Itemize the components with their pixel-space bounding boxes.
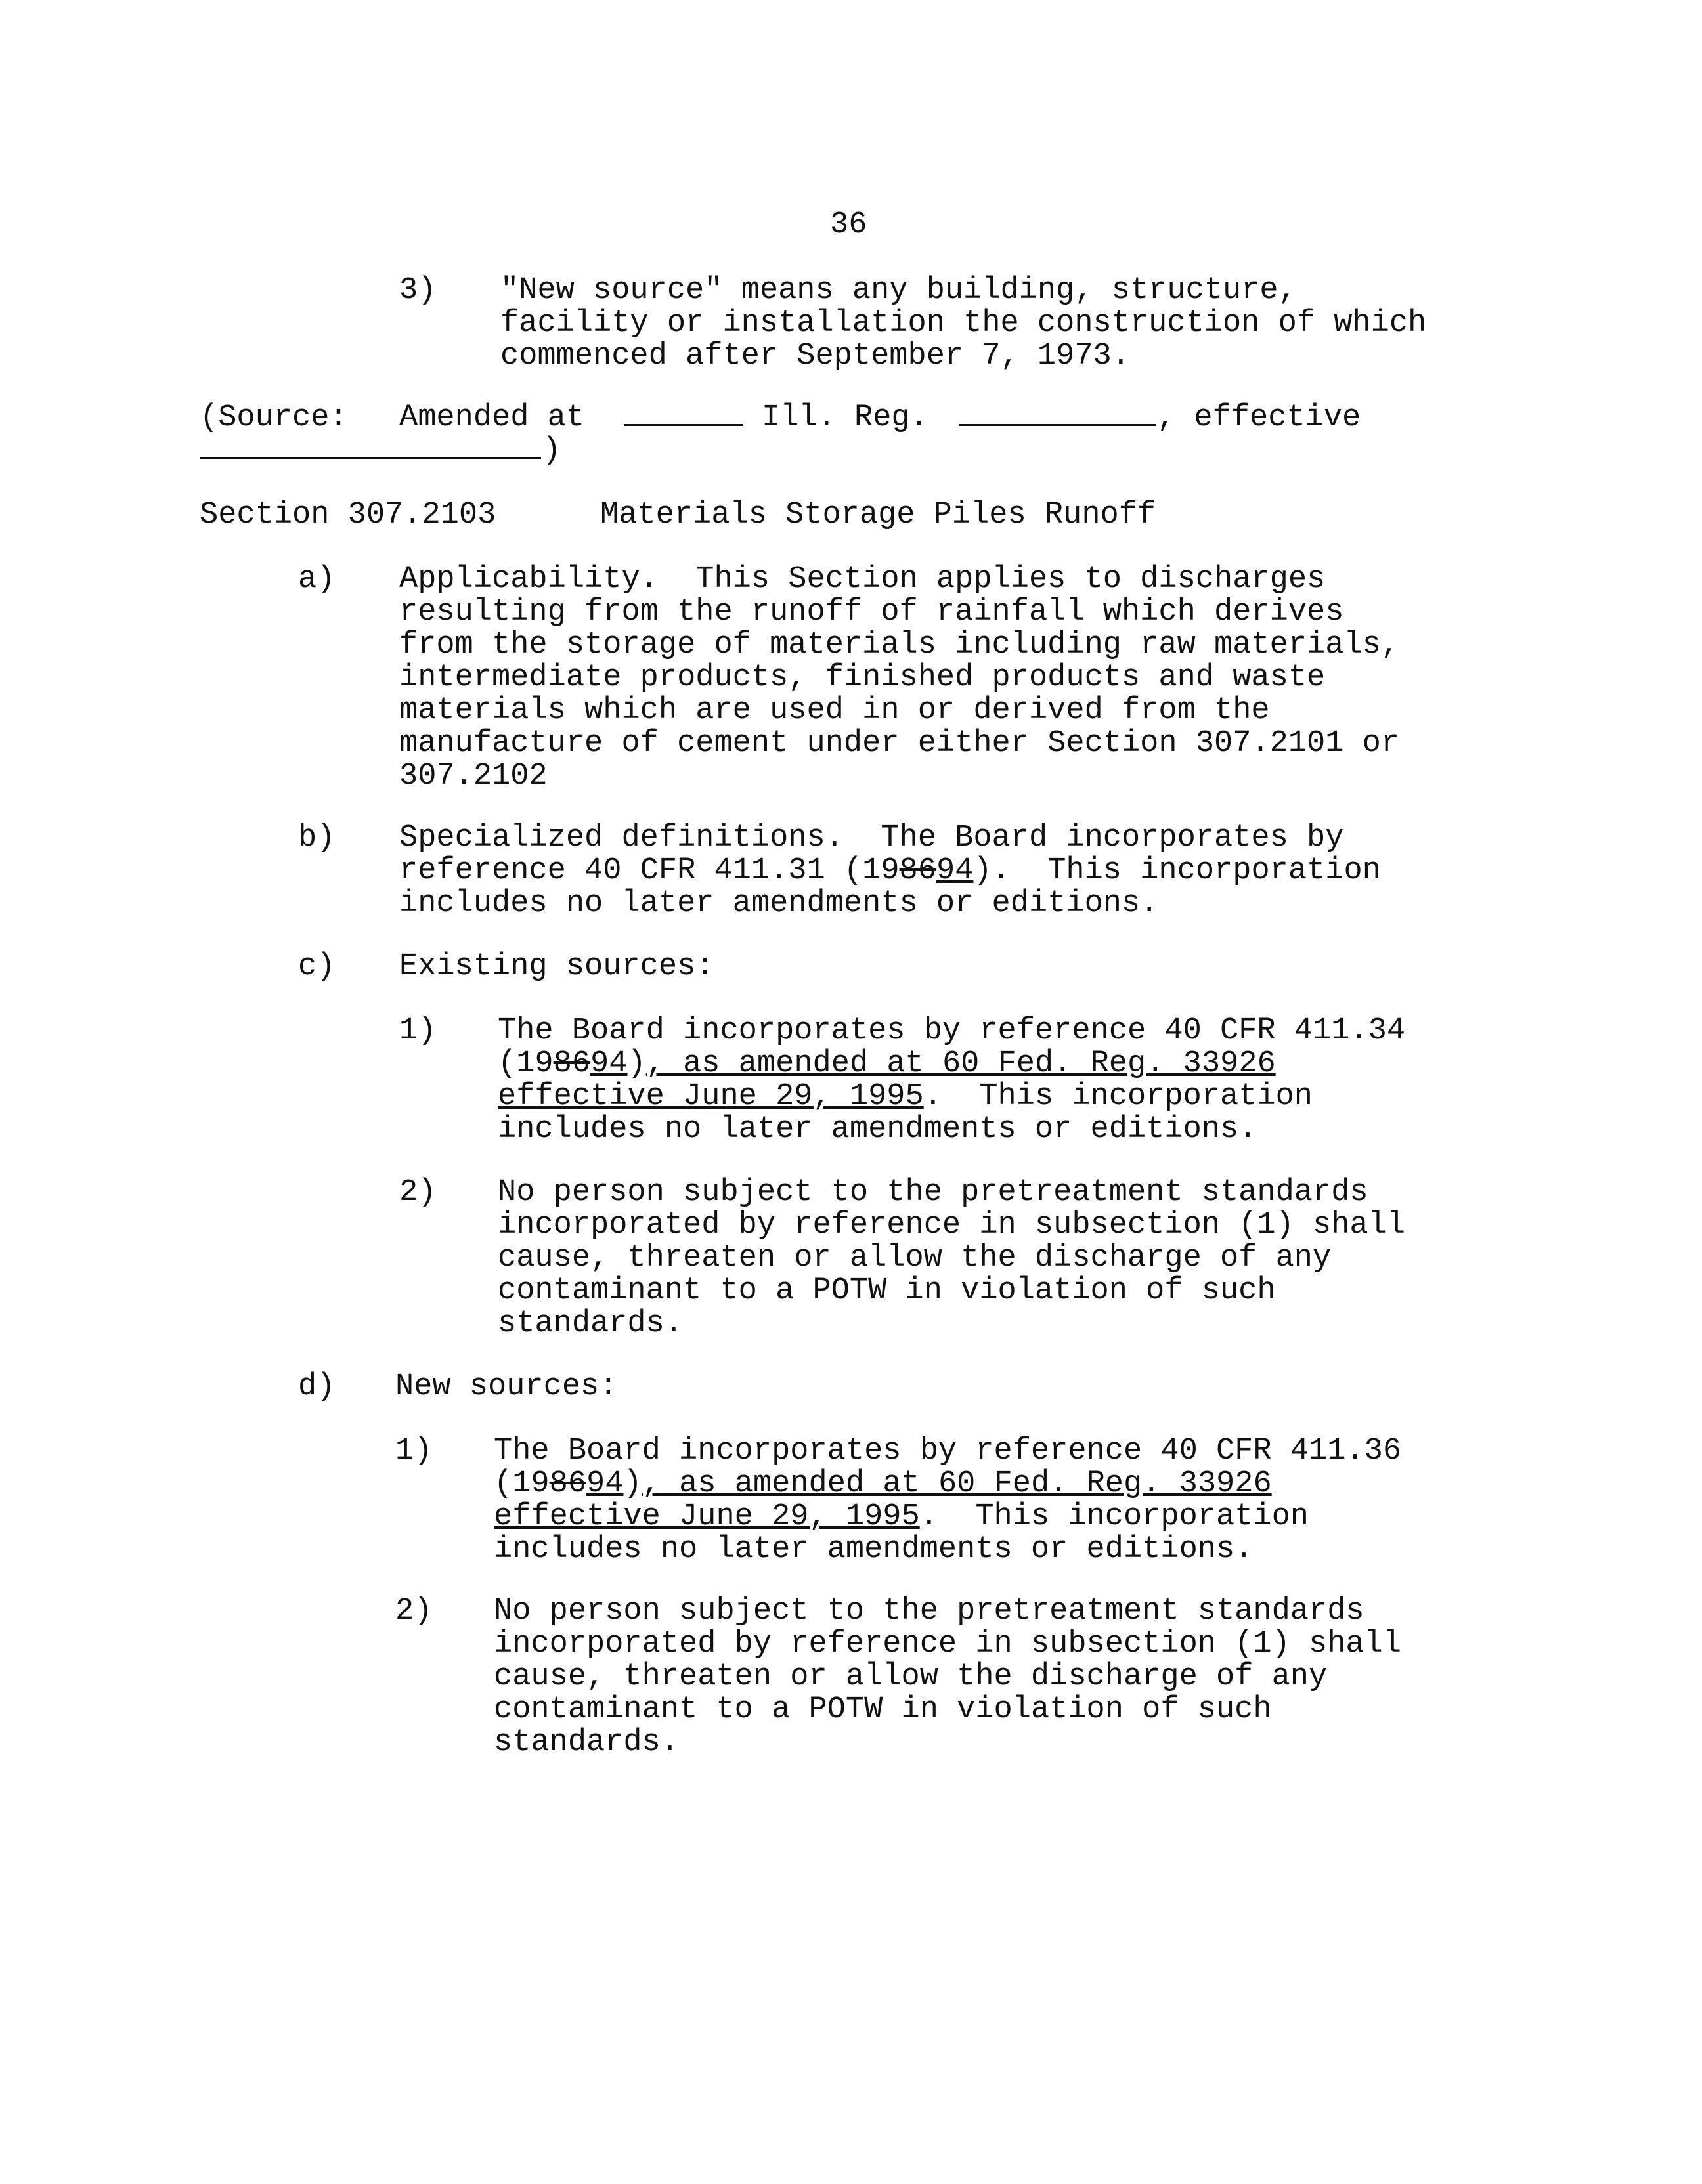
- definition-line: "New source" means any building, structure,: [500, 273, 1297, 308]
- item-number: 2): [399, 1175, 437, 1210]
- subsection-line: manufacture of cement under either Section 307.2101 or: [399, 726, 1400, 761]
- subsection-line: Specialized definitions. The Board incorporates by: [399, 821, 1344, 855]
- inserted-text: , as amended at 60 Fed. Reg. 33926: [642, 1467, 1272, 1501]
- subsection-heading: New sources:: [395, 1369, 618, 1404]
- subsection-label: c): [298, 949, 336, 984]
- item-number: 1): [395, 1434, 433, 1468]
- deleted-text: 86: [899, 853, 936, 888]
- item-line: No person subject to the pretreatment standards: [494, 1594, 1364, 1629]
- text-run: (19: [498, 1046, 554, 1081]
- item-line: No person subject to the pretreatment standards: [498, 1175, 1368, 1210]
- item-number: 3): [399, 273, 437, 308]
- subsection-line: includes no later amendments or editions.: [399, 886, 1159, 921]
- subsection-line: 307.2102: [399, 759, 548, 794]
- subsection-label: d): [298, 1369, 336, 1404]
- section-number: Section 307.2103: [200, 498, 496, 532]
- source-close: ): [542, 433, 561, 468]
- item-line: incorporated by reference in subsection (1) shall: [494, 1627, 1402, 1661]
- item-line: includes no later amendments or editions.: [494, 1532, 1254, 1567]
- inserted-text: effective June 29, 1995: [498, 1079, 924, 1114]
- volume-blank: [624, 402, 743, 426]
- item-line: standards.: [498, 1306, 684, 1341]
- item-line: contaminant to a POTW in violation of such: [494, 1692, 1272, 1727]
- definition-line: facility or installation the construction of which: [500, 306, 1427, 341]
- page-number: 36: [830, 207, 867, 242]
- text-run: ): [627, 1046, 646, 1081]
- inserted-text: 94: [586, 1467, 624, 1501]
- deleted-text: 86: [549, 1467, 587, 1501]
- subsection-line: Applicability. This Section applies to discharges: [399, 562, 1326, 597]
- inserted-text: 94: [590, 1046, 628, 1081]
- text-run: (19: [494, 1467, 550, 1501]
- item-number: 1): [399, 1014, 437, 1048]
- source-open: (Source:: [200, 400, 348, 435]
- inserted-text: effective June 29, 1995: [494, 1499, 920, 1534]
- deleted-text: 86: [553, 1046, 591, 1081]
- item-line: The Board incorporates by reference 40 CFR 411.36: [494, 1434, 1402, 1468]
- item-line: includes no later amendments or editions.: [498, 1112, 1257, 1147]
- subsection-line: materials which are used in or derived from the: [399, 693, 1270, 728]
- inserted-text: 94: [936, 853, 974, 888]
- item-line-amended: [498, 1048, 1276, 1081]
- text-run: . This incorporation: [923, 1079, 1313, 1114]
- text-run: . This incorporation: [919, 1499, 1309, 1534]
- item-line: cause, threaten or allow the discharge of any: [494, 1659, 1328, 1694]
- text-run: reference 40 CFR 411.31 (19: [399, 853, 900, 888]
- page-blank: [959, 402, 1156, 426]
- subsection-line: intermediate products, finished products and waste: [399, 660, 1326, 695]
- date-blank: [200, 435, 541, 459]
- item-number: 2): [395, 1594, 433, 1629]
- subsection-heading: Existing sources:: [399, 949, 714, 984]
- item-line: The Board incorporates by reference 40 CFR 411.34: [498, 1014, 1406, 1048]
- section-title: Materials Storage Piles Runoff: [600, 498, 1156, 532]
- item-line-amended: [494, 1501, 1309, 1533]
- item-line-amended: [494, 1468, 1272, 1501]
- source-ill-reg: Ill. Reg.: [762, 400, 928, 435]
- subsection-line-amended: [399, 855, 1381, 888]
- subsection-label: a): [298, 562, 336, 597]
- source-amended-at: Amended at: [399, 400, 585, 435]
- source-effective: , effective: [1157, 400, 1361, 435]
- subsection-label: b): [298, 821, 336, 855]
- inserted-text: , as amended at 60 Fed. Reg. 33926: [645, 1046, 1276, 1081]
- item-line: incorporated by reference in subsection (1) shall: [498, 1208, 1406, 1243]
- subsection-line: from the storage of materials including raw materials,: [399, 628, 1400, 662]
- text-run: ). This incorporation: [973, 853, 1381, 888]
- item-line: standards.: [494, 1725, 680, 1760]
- definition-line: commenced after September 7, 1973.: [500, 339, 1130, 374]
- subsection-line: resulting from the runoff of rainfall which derives: [399, 595, 1344, 630]
- item-line: cause, threaten or allow the discharge of any: [498, 1241, 1332, 1275]
- item-line-amended: [498, 1081, 1313, 1113]
- text-run: ): [623, 1467, 642, 1501]
- item-line: contaminant to a POTW in violation of such: [498, 1274, 1276, 1308]
